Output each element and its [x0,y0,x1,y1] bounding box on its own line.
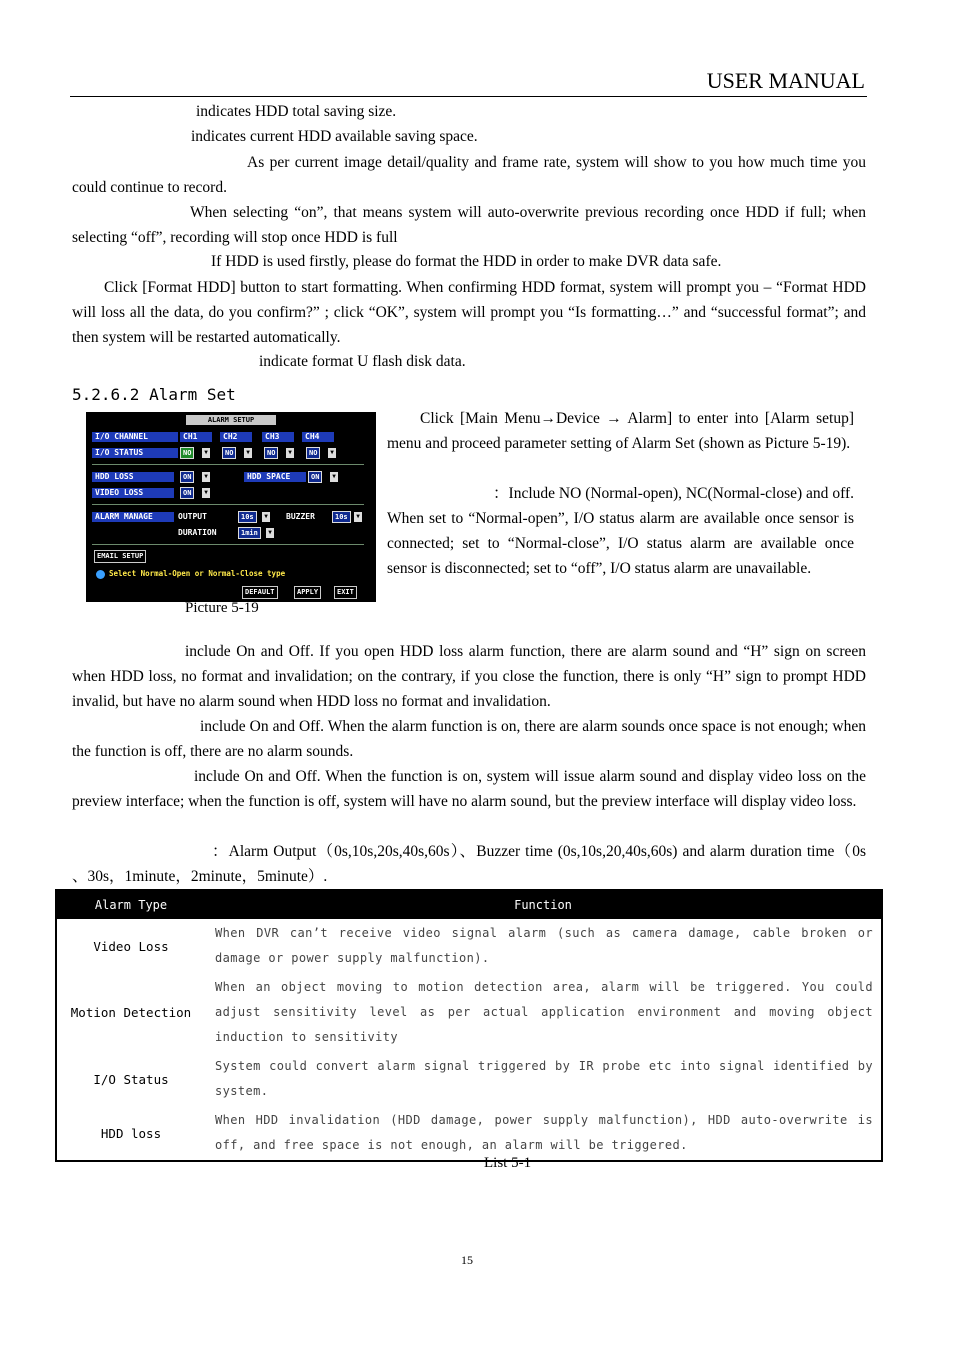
alarm-type-cell: Video Loss [93,938,169,954]
dvr-alarm-manage-label: ALARM MANAGE [92,512,174,522]
format-note-text: If HDD is used firstly, please do format the HDD in order to make DVR data safe. [211,253,722,270]
alarm-type-cell: I/O Status [93,1071,169,1087]
io-status-text: ：Include NO (Normal-open), NC(Normal-close) and off. When set to “Normal-open”, I/O status alarm are available once sensor is connected; set to “Normal-close”, I/O status alarm are available once sensor is disconnected; set to “off”, I/O status alarm are unavailable. [387,485,854,577]
col-function: Function [205,890,882,919]
total-size-text: indicates HDD total saving size. [196,103,397,120]
table-row [56,973,882,1052]
dvr-io-status-ch1: NO [180,447,194,459]
dvr-output-value: 10s [238,511,257,523]
dvr-divider [92,544,364,545]
dvr-hdd-space-label: HDD SPACE [244,472,306,482]
dvr-ch1: CH1 [180,432,212,442]
dvr-video-loss-value: ON [180,487,194,499]
video-loss-text: include On and Off. When the function is on, system will issue alarm sound and display video loss on the preview interface; when the function is off, system will have no alarm sound, but the preview interface will display video loss. [72,768,866,810]
dvr-hdd-loss-value: ON [180,471,194,483]
dvr-buzzer-value: 10s [332,511,351,523]
function-cell: System could convert alarm signal triggered by IR probe etc into signal identified by system. [215,1059,873,1098]
hdd-space-text: include On and Off. When the alarm function is on, there are alarm sounds once space is not enough; when the function is off, there are no alarm sounds. [72,718,866,760]
dvr-exit-button: EXIT [334,586,357,599]
chevron-down-icon: ▼ [262,512,270,522]
dvr-video-loss-label: VIDEO LOSS [92,488,174,498]
function-cell: When HDD invalidation (HDD damage, power supply malfunction), HDD auto-overwrite is off, and free space is not enough, an alarm will be triggered. [215,1113,873,1152]
dvr-default-button: DEFAULT [242,586,278,599]
col-alarm-type: Alarm Type [56,890,205,919]
dvr-io-status-ch2: NO [222,447,236,459]
table-row [56,1106,882,1161]
format-u-text: indicate format U flash disk data. [259,353,466,370]
chevron-down-icon: ▼ [286,448,294,458]
chevron-down-icon: ▼ [330,472,338,482]
dvr-output-label: OUTPUT [178,512,207,521]
dvr-hint [96,569,285,579]
function-cell: When an object moving to motion detection area, alarm will be triggered. You could adjust sensitivity level as per actual application environment and moving object induction to sensitivity [215,980,873,1044]
dvr-io-status-ch3: NO [264,447,278,459]
record-time-text: As per current image detail/quality and frame rate, system will show to you how much time you could continue to record. [72,154,866,196]
dvr-hint-text: Select Normal-Open or Normal-Close type [109,569,286,578]
alarm-intro-text: Click [Main Menu→Device → Alarm] to enter into [Alarm setup] menu and proceed parameter setting of Alarm Set (shown as Picture 5-19). [387,410,854,452]
dvr-divider [92,464,364,465]
chevron-down-icon: ▼ [202,488,210,498]
dvr-ch3: CH3 [262,432,294,442]
page-number: 15 [461,1253,473,1267]
chevron-down-icon: ▼ [244,448,252,458]
dvr-title: ALARM SETUP [186,415,276,425]
page-header [70,66,867,97]
table-row [56,1052,882,1106]
dvr-email-setup-button: EMAIL SETUP [94,550,146,563]
info-icon [96,570,105,579]
table-caption: List 5-1 [484,1155,532,1171]
alarm-type-table [55,889,883,1162]
dvr-hdd-space-value: ON [308,471,322,483]
dvr-divider [92,504,364,505]
function-cell: When DVR can’t receive video signal alarm (such as camera damage, cable broken or damage or power supply malfunction). [215,926,873,965]
dvr-io-status-label: I/O STATUS [92,448,178,458]
dvr-duration-label: DURATION [178,528,217,537]
alarm-manage-text: ：Alarm Output（0s,10s,20s,40s,60s）、Buzzer time (0s,10s,20,40s,60s) and alarm duration time（0s 、30s，1minute，2minute，5minute）. [72,843,866,885]
dvr-ch4: CH4 [302,432,334,442]
hdd-loss-text: include On and Off. If you open HDD loss alarm function, there are alarm sound and “H” sign on screen when HDD loss, no format and invalidation; on the contrary, if you close the function, there is only “H” sign to prompt HDD invalid, but have no alarm sound when HDD loss no format and invalidation. [72,643,866,710]
dvr-apply-button: APPLY [294,586,321,599]
format-click-text: Click [Format HDD] button to start formatting. When confirming HDD format, system will prompt you – “Format HDD will loss all the data, do you confirm?” ; click “OK”, system will prompt you “Is formatting…” and “successful format”; and then system will be restarted automatically. [72,279,866,346]
chevron-down-icon: ▼ [354,512,362,522]
dvr-hdd-loss-label: HDD LOSS [92,472,174,482]
dvr-ch2: CH2 [220,432,252,442]
dvr-buzzer-label: BUZZER [286,512,315,521]
chevron-down-icon: ▼ [328,448,336,458]
table-row [56,919,882,973]
available-space-text: indicates current HDD available saving space. [191,128,478,145]
dvr-io-status-ch4: NO [306,447,320,459]
picture-caption: Picture 5-19 [185,600,259,616]
overwrite-text: When selecting “on”, that means system will auto-overwrite previous recording once HDD if full; when selecting “off”, recording will stop once HDD is full [72,204,866,246]
section-heading: 5.2.6.2 Alarm Set [72,385,236,404]
alarm-setup-screenshot [86,412,376,602]
chevron-down-icon: ▼ [202,448,210,458]
alarm-type-cell: Motion Detection [70,1005,192,1020]
alarm-type-cell: HDD loss [100,1125,162,1141]
dvr-duration-value: 1min [238,527,261,539]
table-header-row [56,890,882,919]
header-title: USER MANUAL [706,68,865,93]
dvr-io-channel-label: I/O CHANNEL [92,432,178,442]
chevron-down-icon: ▼ [266,528,274,538]
chevron-down-icon: ▼ [202,472,210,482]
